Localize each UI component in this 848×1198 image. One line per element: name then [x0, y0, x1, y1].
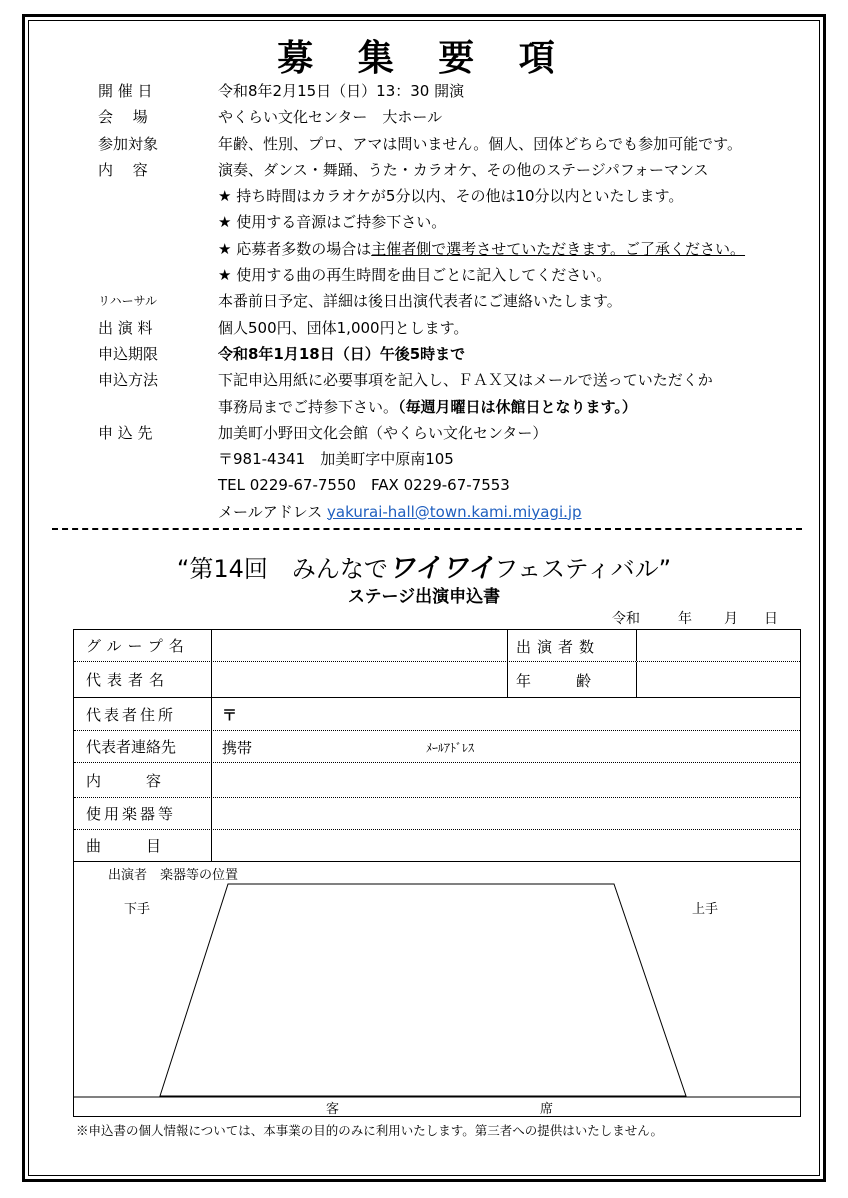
cut-line [52, 528, 802, 530]
content-field[interactable] [214, 763, 798, 797]
date-day: 日 [764, 611, 778, 627]
performers-field[interactable] [638, 630, 798, 661]
req-value: ★ 使用する音源はご持参下さい。 [218, 213, 447, 232]
rep-name-field[interactable] [214, 662, 507, 697]
form-title: ステージ出演申込書 [347, 587, 501, 607]
req-row-content [98, 157, 798, 183]
privacy-note: ※申込書の個人情報については、本事業の目的のみに利用いたします。第三者への提供はいたしません。 [76, 1123, 664, 1138]
rep-name-label: 代表者名 [74, 662, 212, 697]
req-value [218, 236, 798, 262]
stage-diagram [74, 862, 800, 1116]
festival-title [0, 546, 848, 585]
req-value-underlined: 主催者側で選考させていただきます。ご了承ください。 [371, 239, 746, 258]
stage-caption: 出演者 楽器等の位置 [108, 868, 239, 883]
req-label [98, 183, 218, 209]
audience-label-left: 客 [326, 1102, 340, 1117]
req-row-address [98, 446, 798, 472]
req-label: 出 演 料 [98, 318, 153, 337]
form-row-rep [74, 662, 800, 698]
divider [507, 630, 508, 661]
req-value: 令和8年2月15日（日）13：30 開演 [218, 82, 465, 100]
req-label: 内 容 [98, 160, 148, 179]
req-row-note [98, 183, 798, 209]
performers-label: 出演者数 [516, 638, 601, 656]
age-field[interactable] [638, 662, 798, 697]
req-row-note [98, 209, 798, 235]
req-value: 下記申込用紙に必要事項を記入し、ＦＡＸ又はメールで送っていただくか [218, 371, 713, 390]
req-value: 〒981-4341 加美町字中原南105 [218, 450, 454, 469]
req-row-deadline [98, 341, 798, 367]
form-row-songs [74, 830, 800, 862]
mobile-label: 携帯 [222, 739, 253, 757]
req-value: 令和8年1月18日（日）午後5時まで [218, 344, 466, 363]
divider [636, 662, 637, 697]
req-label: 申込期限 [98, 344, 159, 363]
form-row-contact [74, 731, 800, 763]
postal-mark: 〒 [222, 706, 238, 724]
rep-address-label: 代表者住所 [74, 698, 212, 730]
req-label [98, 209, 218, 235]
req-label: 参加対象 [98, 134, 159, 153]
form-row-instruments [74, 798, 800, 830]
songs-field[interactable] [214, 830, 798, 861]
email-label: ﾒｰﾙｱﾄﾞﾚｽ [426, 741, 475, 755]
email-link[interactable]: yakurai-hall@town.kami.miyagi.jp [327, 502, 582, 521]
form-row-address [74, 698, 800, 731]
instruments-field[interactable] [214, 798, 798, 829]
req-label [98, 236, 218, 262]
page-title: 募 集 要 項 [277, 38, 571, 79]
audience-label-right: 席 [540, 1102, 554, 1117]
content-label: 内 容 [74, 763, 212, 797]
req-value-plain: 事務局までご持参下さい。 [218, 397, 399, 416]
req-value [218, 499, 798, 525]
festival-title-prefix: “第14回 みんなで [176, 555, 388, 583]
req-label [98, 472, 218, 498]
req-value-plain: メールアドレス [218, 502, 328, 521]
songs-label: 曲 目 [74, 830, 212, 861]
req-value: 個人500円、団体1,000円とします。 [218, 318, 469, 337]
requirements-list [98, 78, 798, 525]
req-label: 申込方法 [98, 371, 159, 390]
req-value: 加美町小野田文化会館（やくらい文化センター） [218, 423, 548, 442]
req-value: 演奏、ダンス・舞踊、うた・カラオケ、その他のステージパフォーマンス [218, 160, 709, 179]
req-row-note [98, 236, 798, 262]
req-label: リハーサル [98, 294, 158, 309]
req-value: 本番前日予定、詳細は後日出演代表者にご連絡いたします。 [218, 292, 622, 311]
req-label: 会 場 [98, 108, 148, 127]
divider [507, 662, 508, 697]
req-row-phone [98, 472, 798, 498]
req-row-email [98, 499, 798, 525]
req-row-contact [98, 420, 798, 446]
req-label: 開 催 日 [98, 82, 153, 100]
date-line [612, 608, 778, 628]
req-label: 申 込 先 [98, 423, 153, 442]
req-row-date [98, 78, 798, 104]
req-row-fee [98, 315, 798, 341]
req-label [98, 499, 218, 525]
req-row-venue [98, 104, 798, 130]
date-year: 年 [678, 611, 692, 627]
form-row-content [74, 763, 800, 798]
req-row-rehearsal [98, 288, 798, 314]
req-value: やくらい文化センター 大ホール [218, 108, 443, 127]
group-name-label: グループ名 [74, 630, 212, 661]
age-label: 年 齢 [516, 672, 592, 690]
req-value: TEL 0229-67-7550 FAX 0229-67-7553 [218, 476, 510, 495]
group-name-field[interactable] [214, 630, 507, 661]
form-row-group [74, 630, 800, 662]
festival-title-suffix: フェスティバル” [494, 555, 672, 583]
stage-right-label: 上手 [692, 902, 719, 917]
req-row-method-cont [98, 394, 798, 420]
req-value-bold: （毎週月曜日は休館日となります。） [398, 397, 637, 416]
req-label [98, 262, 218, 288]
req-value: ★ 使用する曲の再生時間を曲目ごとに記入してください。 [218, 266, 612, 285]
application-form [73, 629, 801, 1117]
req-value [218, 394, 798, 420]
req-row-method [98, 367, 798, 393]
stage-left-label: 下手 [124, 902, 151, 917]
req-row-eligibility [98, 131, 798, 157]
divider [636, 630, 637, 661]
date-era: 令和 [612, 611, 640, 627]
req-value-plain: ★ 応募者多数の場合は [218, 239, 372, 258]
festival-title-waiwai: ワイワイ [387, 553, 495, 584]
req-label [98, 394, 218, 420]
rep-contact-label: 代表者連絡先 [74, 731, 212, 762]
date-month: 月 [724, 611, 738, 627]
instruments-label: 使用楽器等 [74, 798, 212, 829]
req-row-note [98, 262, 798, 288]
req-value: 年齢、性別、プロ、アマは問いません。個人、団体どちらでも参加可能です。 [218, 134, 742, 153]
req-value: ★ 持ち時間はカラオケが5分以内、その他は10分以内といたします。 [218, 187, 684, 206]
stage-outline [160, 884, 686, 1096]
req-label [98, 446, 218, 472]
